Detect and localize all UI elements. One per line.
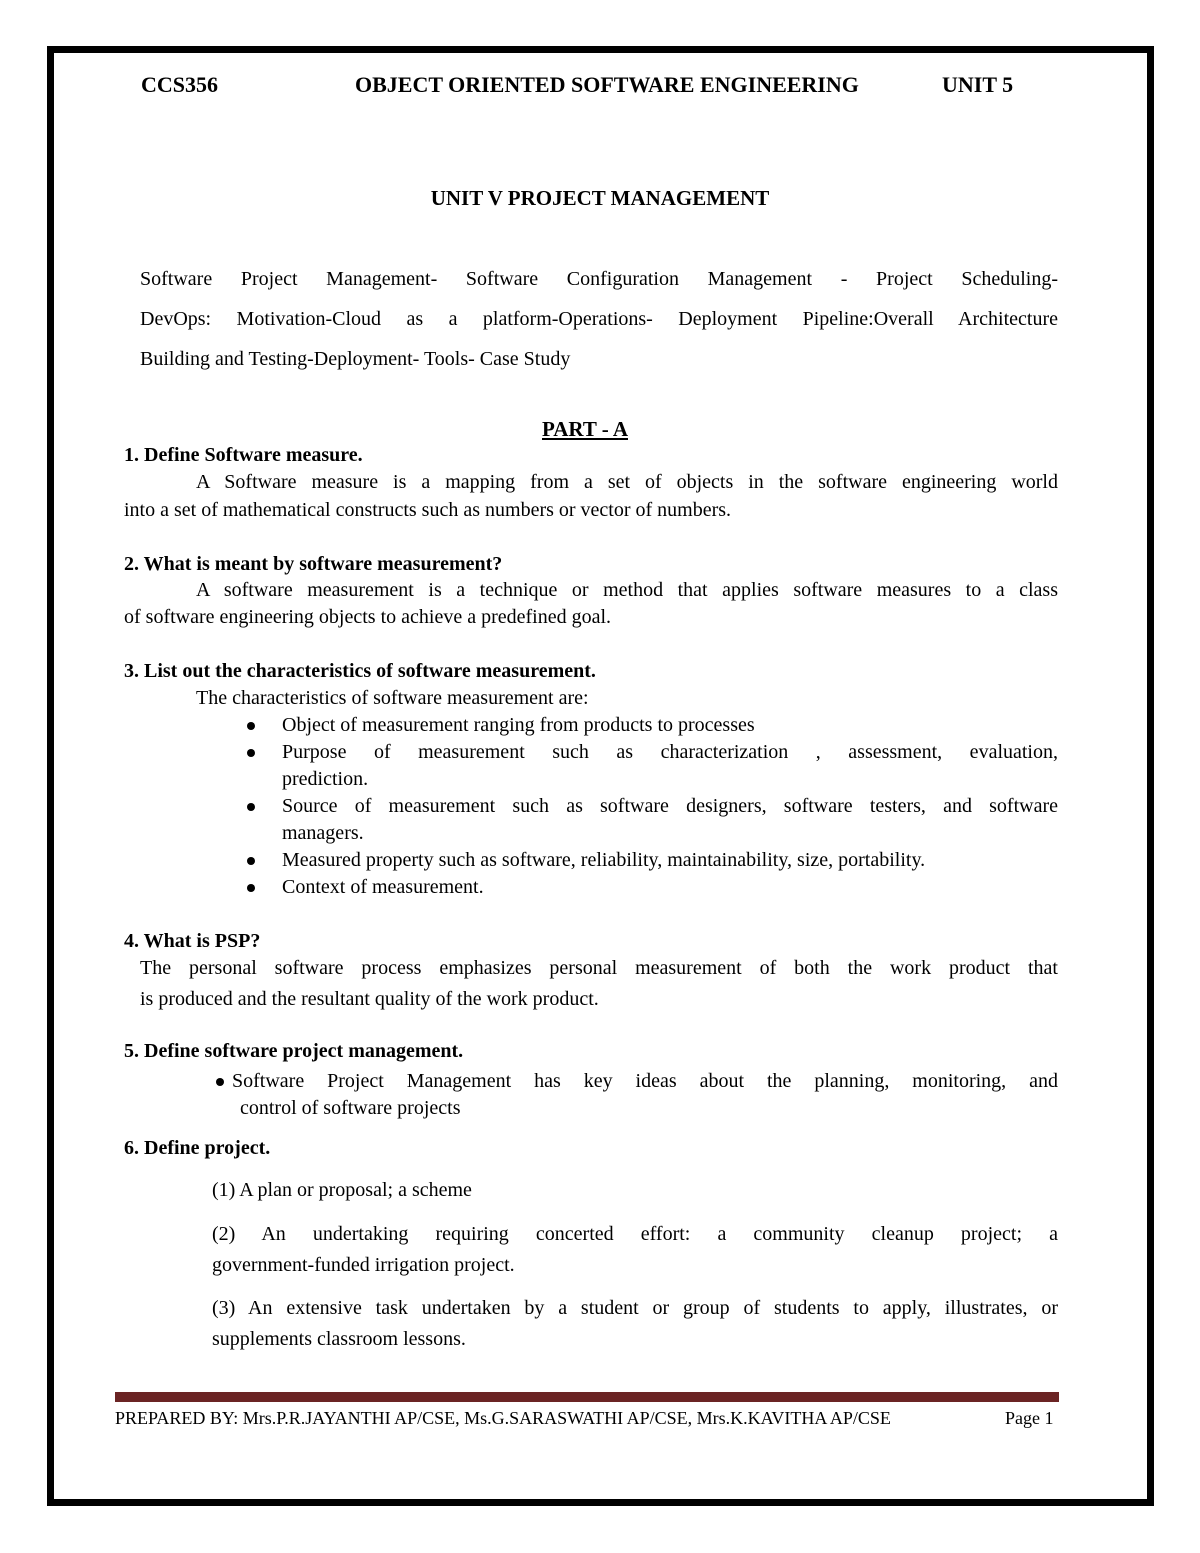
page-number: Page 1 (1005, 1408, 1054, 1428)
question-5: 5. Define software project management. (124, 1040, 464, 1062)
question-2: 2. What is meant by software measurement? (124, 553, 503, 575)
bullet-icon (247, 749, 255, 757)
course-title: OBJECT ORIENTED SOFTWARE ENGINEERING (355, 72, 859, 97)
question-1: 1. Define Software measure. (124, 444, 363, 466)
page-border (47, 46, 1154, 1506)
list-item: Purpose of measurement such as characterization , assessment, evaluation, (282, 741, 1058, 763)
bullet-icon (216, 1078, 224, 1086)
answer-4-line-2: is produced and the resultant quality of the work product. (140, 988, 599, 1010)
answer-1-line-1: A Software measure is a mapping from a set of objects in the software engineering world (196, 471, 1058, 493)
footer-prepared-by: PREPARED BY: Mrs.P.R.JAYANTHI AP/CSE, Ms.G.SARASWATHI AP/CSE, Mrs.K.KAVITHA AP/CSE (115, 1408, 891, 1428)
unit-label: UNIT 5 (942, 72, 1014, 97)
course-code: CCS356 (141, 72, 219, 97)
answer-5-line-1: Software Project Management has key ideas about the planning, monitoring, and (232, 1070, 1058, 1092)
definition-1: (1) A plan or proposal; a scheme (212, 1179, 472, 1201)
question-6: 6. Define project. (124, 1137, 271, 1159)
page-title: UNIT V PROJECT MANAGEMENT (430, 186, 770, 210)
definition-3-line-1: (3) An extensive task undertaken by a student or group of students to apply, illustrates, or (212, 1297, 1058, 1319)
syllabus-line-3: Building and Testing-Deployment- Tools- Case Study (140, 348, 571, 370)
syllabus-line-2: DevOps: Motivation-Cloud as a platform-Operations- Deployment Pipeline:Overall Architecture (140, 308, 1058, 330)
answer-2-line-2: of software engineering objects to achieve a predefined goal. (124, 606, 612, 628)
question-3: 3. List out the characteristics of software measurement. (124, 660, 596, 682)
footer-divider (115, 1392, 1059, 1402)
bullet-icon (247, 884, 255, 892)
answer-4-line-1: The personal software process emphasizes personal measurement of both the work product that (140, 957, 1058, 979)
syllabus-line-1: Software Project Management- Software Configuration Management - Project Scheduling- (140, 268, 1058, 290)
answer-2-line-1: A software measurement is a technique or method that applies software measures to a class (196, 579, 1058, 601)
list-item: Measured property such as software, reliability, maintainability, size, portability. (282, 849, 926, 871)
bullet-icon (247, 857, 255, 865)
bullet-icon (247, 803, 255, 811)
bullet-icon (247, 722, 255, 730)
list-item: Source of measurement such as software designers, software testers, and software (282, 795, 1058, 817)
definition-2-line-1: (2) An undertaking requiring concerted effort: a community cleanup project; a (212, 1223, 1058, 1245)
list-item: Context of measurement. (282, 876, 484, 898)
definition-3-line-2: supplements classroom lessons. (212, 1328, 466, 1350)
list-item-continued: prediction. (282, 768, 369, 790)
answer-3-intro: The characteristics of software measurement are: (196, 687, 589, 709)
answer-5-line-2: control of software projects (240, 1097, 461, 1119)
list-item-continued: managers. (282, 822, 364, 844)
list-item: Object of measurement ranging from products to processes (282, 714, 755, 736)
definition-2-line-2: government-funded irrigation project. (212, 1254, 515, 1276)
part-a-heading: PART - A (542, 417, 628, 441)
question-4: 4. What is PSP? (124, 930, 261, 952)
answer-1-line-2: into a set of mathematical constructs such as numbers or vector of numbers. (124, 499, 732, 521)
